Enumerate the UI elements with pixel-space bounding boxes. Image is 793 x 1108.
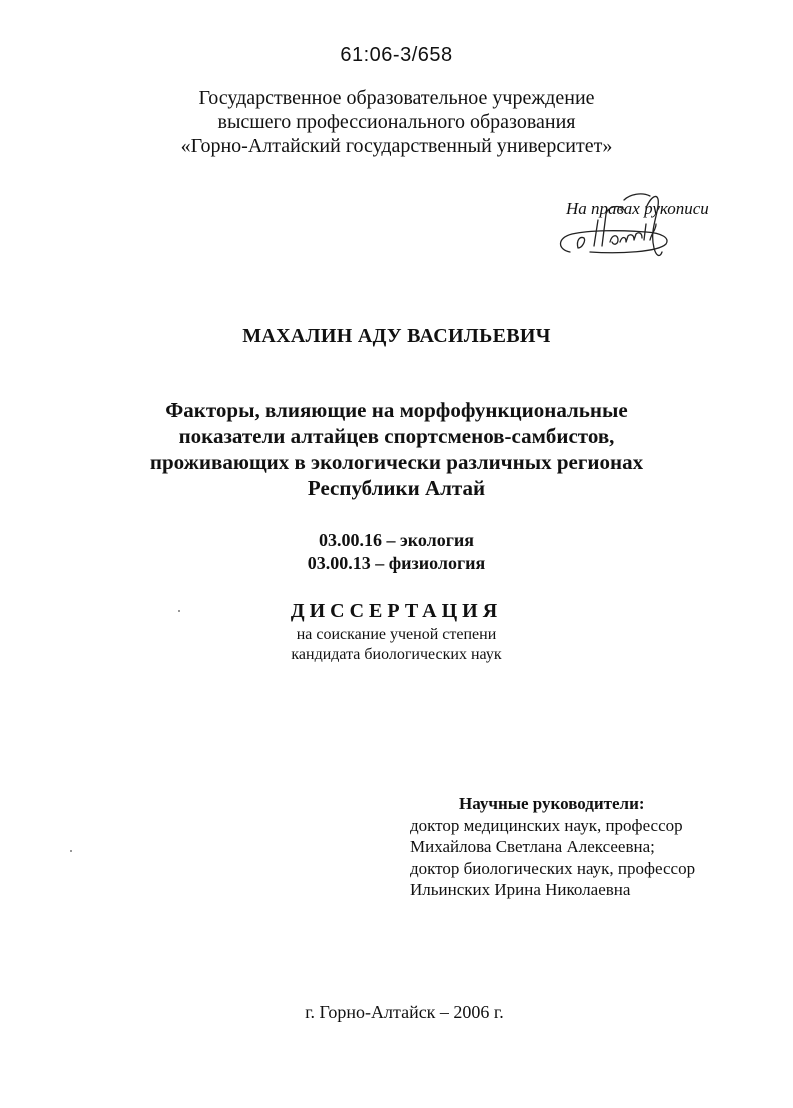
dissertation-title (0, 397, 793, 501)
institution-block (0, 86, 793, 158)
institution-line: Государственное образовательное учреждение (198, 87, 595, 109)
institution-line: высшего профессионального образования (217, 111, 576, 133)
supervisor-line: доктор биологических наук, профессор (410, 858, 696, 878)
specialty-code: 03.00.13 – физиология (307, 553, 486, 573)
supervisors-heading: Научные руководители: (459, 794, 645, 813)
manuscript-note: На правах рукописи (566, 199, 709, 218)
specialty-code: 03.00.16 – экология (318, 530, 475, 550)
degree-subtitle-line: кандидата биологических наук (291, 646, 502, 663)
title-line: Республики Алтай (307, 476, 486, 500)
place-and-year: г. Горно-Алтайск – 2006 г. (305, 1002, 504, 1022)
degree-subtitle-line: на соискание ученой степени (296, 626, 497, 643)
supervisor-line: доктор медицинских наук, профессор (410, 815, 683, 835)
supervisor-line: Михайлова Светлана Алексеевна; (410, 837, 655, 856)
supervisor-line: Ильинских Ирина Николаевна (410, 880, 631, 899)
title-line: Факторы, влияющие на морфофункциональные (165, 398, 628, 422)
degree-heading: ДИССЕРТАЦИЯ (290, 600, 503, 622)
scan-speck (70, 850, 72, 852)
catalog-number: 61:06-3/658 (340, 44, 453, 66)
degree-subtitle (0, 625, 793, 665)
institution-line: «Горно-Алтайский государственный университет» (180, 135, 613, 157)
scan-speck (178, 610, 180, 612)
supervisors-block (410, 793, 695, 901)
specialty-codes (0, 529, 793, 575)
title-line: показатели алтайцев спортсменов-самбистов, (178, 424, 615, 448)
handwritten-signature-icon (550, 186, 680, 266)
author-name: МАХАЛИН АДУ ВАСИЛЬЕВИЧ (242, 325, 551, 347)
title-line: проживающих в экологически различных регионах (149, 450, 644, 474)
